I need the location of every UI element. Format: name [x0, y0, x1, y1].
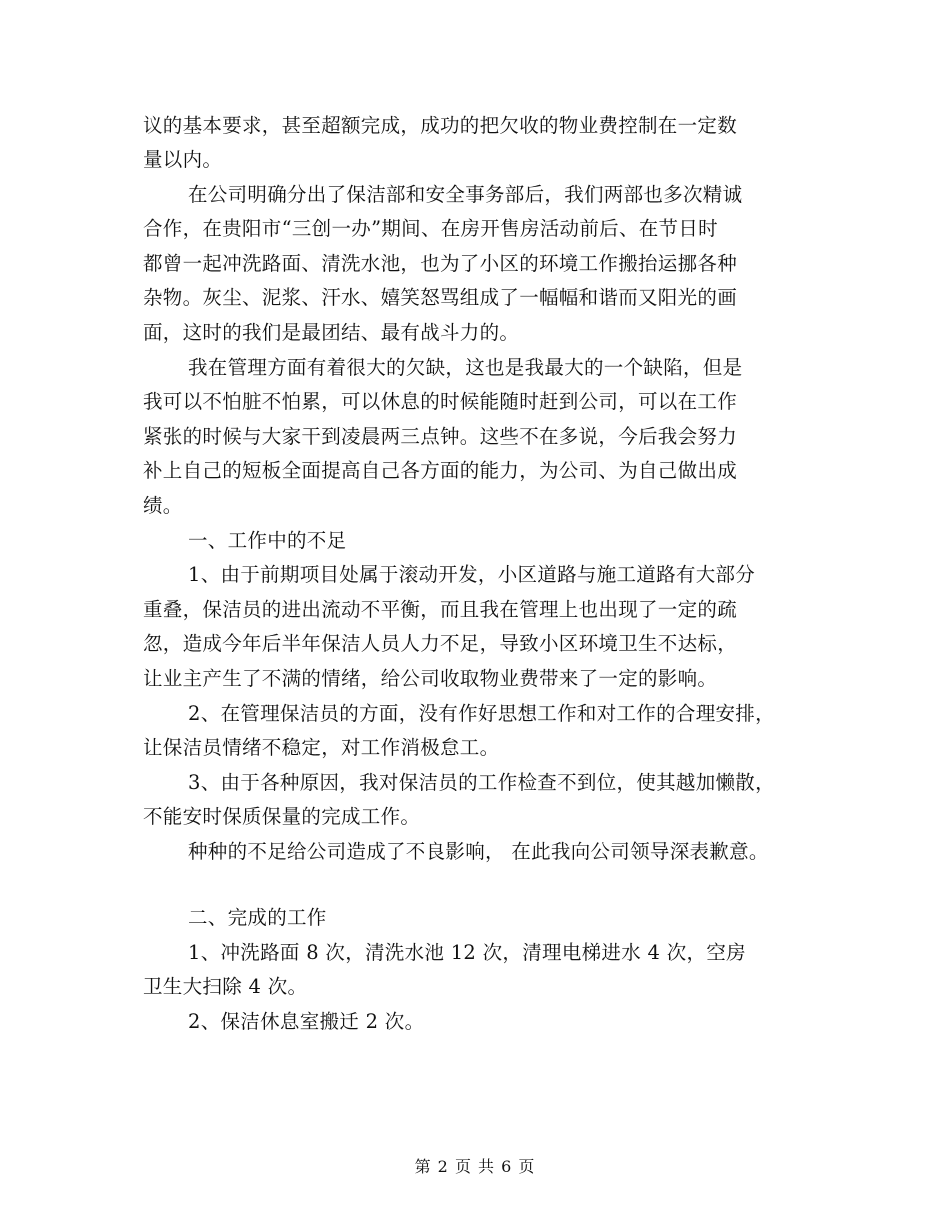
text-line: 紧张的时候与大家干到凌晨两三点钟。这些不在多说，今后我会努力 [143, 425, 738, 448]
text-line: 重叠，保洁员的进出流动不平衡，而且我在管理上也出现了一定的疏 [143, 598, 738, 621]
text-line: 卫生大扫除 4 次。 [143, 975, 308, 998]
text-line: 绩。 [143, 494, 183, 517]
text-line: 不能安时保质保量的完成工作。 [143, 805, 421, 828]
text-line: 合作，在贵阳市“三创一办”期间、在房开售房活动前后、在节日时 [143, 217, 718, 240]
list-item-line: 1、由于前期项目处属于滚动开发，小区道路与施工道路有大部分 [188, 563, 756, 586]
list-item-line: 2、保洁休息室搬迁 2 次。 [188, 1010, 425, 1033]
text-line: 让业主产生了不满的情绪，给公司收取物业费带来了一定的影响。 [143, 667, 718, 690]
list-item-line: 3、由于各种原因，我对保洁员的工作检查不到位，使其越加懒散， [188, 771, 775, 794]
page-number-footer: 第 2 页 共 6 页 [414, 1157, 536, 1176]
text-line: 面，这时的我们是最团结、最有战斗力的。 [143, 321, 520, 344]
paragraph-start-line: 在公司明确分出了保洁部和安全事务部后，我们两部也多次精诚 [188, 183, 743, 206]
text-line: 议的基本要求，甚至超额完成，成功的把欠收的物业费控制在一定数 [143, 114, 738, 137]
text-line: 都曾一起冲洗路面、清洗水池，也为了小区的环境工作搬抬运挪各种 [143, 252, 738, 275]
section-heading: 二、完成的工作 [188, 906, 327, 929]
list-item-line: 2、在管理保洁员的方面，没有作好思想工作和对工作的合理安排， [188, 702, 775, 725]
paragraph-start-line: 我在管理方面有着很大的欠缺，这也是我最大的一个缺陷，但是 [188, 356, 743, 379]
text-line: 补上自己的短板全面提高自己各方面的能力，为公司、为自己做出成 [143, 459, 738, 482]
list-item-line: 1、冲洗路面 8 次，清洗水池 12 次，清理电梯进水 4 次，空房 [188, 941, 746, 964]
text-line: 杂物。灰尘、泥浆、汗水、嬉笑怒骂组成了一幅幅和谐而又阳光的画 [143, 286, 738, 309]
text-line: 忽，造成今年后半年保洁人员人力不足，导致小区环境卫生不达标， [143, 632, 738, 655]
text-line: 我可以不怕脏不怕累，可以休息的时候能随时赶到公司，可以在工作 [143, 390, 738, 413]
section-heading: 一、工作中的不足 [188, 529, 347, 552]
text-line: 让保洁员情绪不稳定，对工作消极怠工。 [143, 736, 500, 759]
paragraph-start-line: 种种的不足给公司造成了不良影响， 在此我向公司领导深表歉意。 [188, 840, 769, 863]
text-line: 量以内。 [143, 148, 223, 171]
